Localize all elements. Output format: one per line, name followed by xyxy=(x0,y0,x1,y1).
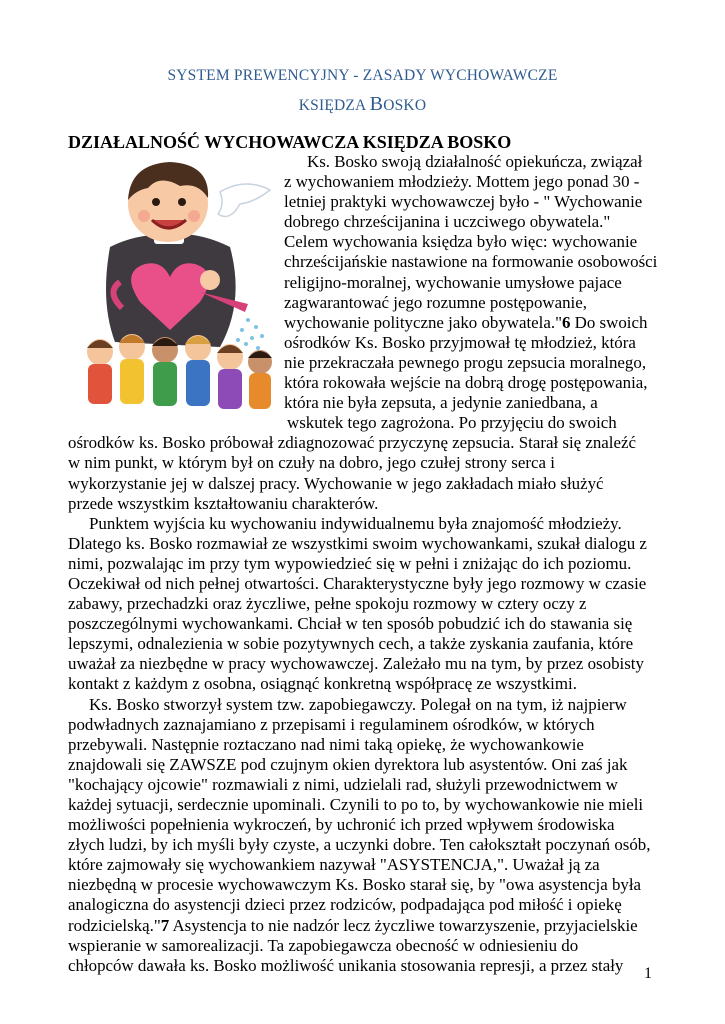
text-line: która nie była zepsuta, a jedynie zaniedbana, a xyxy=(284,393,598,413)
text-line: zabawy, przechadzki oraz życzliwe, pełne spokoju rozmowy w cztery oczy z xyxy=(68,594,587,614)
text-line: chłopców dawała ks. Bosko możliwość unikania stosowania represji, a przez stały xyxy=(68,955,624,975)
title-capital-b: B xyxy=(369,93,384,115)
text-line: która rokowała wejście na dobrą drogę postępowania, xyxy=(284,373,648,393)
text-line: niezbędną w procesie wychowawczym Ks. Bosko starał się, by "owa asystencja była xyxy=(68,875,642,895)
footnote-ref-6: 6 xyxy=(562,312,571,332)
text-segment: Asystencja to nie nadzór lecz życzliwe towarzyszenie, przyjacielskie xyxy=(169,915,638,935)
title-word-ksiedza: KSIĘDZA xyxy=(298,97,370,114)
text-line: lepszymi, odnalezienia w sobie pozytywnych cech, a także zyskania zaufania, które xyxy=(68,634,634,654)
text-line: wspieranie w samorealizacji. Ta zapobiegawcza obecność w odniesieniu do xyxy=(68,935,579,955)
text-segment: rodzicielską." xyxy=(68,915,161,935)
document-title-line-1: SYSTEM PREWENCYJNY - ZASADY WYCHOWAWCZE xyxy=(167,67,558,84)
text-line: w nim punkt, w którym był on czuły na dobro, jego czułej strony serca i xyxy=(68,453,555,473)
document-title-line-2 xyxy=(0,93,725,116)
text-line: zagwarantować jego rozumne postępowanie, xyxy=(284,292,587,312)
text-line xyxy=(68,916,668,936)
text-line: znajdowali się ZAWSZE pod czujnym okien dyrektora lub asystentów. Oni zaś jak xyxy=(68,754,628,774)
text-line: podwładnych zaznajamiano z przepisami i regulaminem ośrodków, w których xyxy=(68,714,595,734)
text-line: nimi, pozwalając im przy tym wypowiedzieć się w pełni i zniżając do ich poziomu. xyxy=(68,553,632,573)
text-line: złych ludzi, by ich myśli były czyste, a uczynki dobre. Ten całokształt poczynań osób, xyxy=(68,835,651,855)
text-line: poszczególnymi wychowankami. Chciał w ten sposób pobudzić ich do stawania się xyxy=(68,614,633,634)
text-line: Ks. Bosko stworzył system tzw. zapobiegawczy. Polegał on na tym, iż najpierw xyxy=(89,694,627,714)
text-line: dobrego chrześcijanina i uczciwego obywatela." xyxy=(284,212,611,232)
text-line: religijno-moralnej, wychowanie umysłowe pajace xyxy=(284,272,622,292)
text-line: możliwości popełnienia wykroczeń, by uchronić ich przed wpływem środowiska xyxy=(68,815,615,835)
document-body xyxy=(68,152,668,976)
text-line: ośrodków ks. Bosko próbował zdiagnozować przyczynę zepsucia. Starał się znaleźć xyxy=(68,433,636,453)
title-word-osko: OSKO xyxy=(383,97,427,114)
text-line: wykorzystanie jej w dalszej pracy. Wychowanie w jego zakładach miało służyć xyxy=(68,473,604,493)
text-line: Dlatego ks. Bosko rozmawiał ze wszystkimi swoim wychowankami, szukał dialogu z xyxy=(68,533,647,553)
text-line: z wychowaniem młodzieży. Mottem jego ponad 30 - xyxy=(284,172,640,192)
page-number: 1 xyxy=(644,965,652,982)
text-line: "kochający ojcowie" rozmawiali z nimi, udzielali rad, służyli przewodnictwem w xyxy=(68,774,618,794)
text-line: które zajmowały się wychowankiem nazywał "ASYSTENCJA,". Uważał ją za xyxy=(68,855,600,875)
section-heading: DZIAŁALNOŚĆ WYCHOWAWCZA KSIĘDZA BOSKO xyxy=(68,132,512,152)
text-line: nie przekraczała pewnego progu zepsucia moralnego, xyxy=(284,352,647,372)
text-segment: Do swoich xyxy=(570,312,648,332)
text-line: Oczekiwał od nich pełnej otwartości. Charakterystyczne były jego rozmowy w czasie xyxy=(68,573,647,593)
footnote-ref-7: 7 xyxy=(160,915,170,935)
text-line: chrześcijańskie nastawione na formowanie osobowości xyxy=(284,252,658,272)
text-line: letniej praktyki wychowawczej było - " Wychowanie xyxy=(284,192,643,212)
text-line: Punktem wyjścia ku wychowaniu indywidualnemu była znajomość młodzieży. xyxy=(89,513,622,533)
text-line: analogiczna do asystencji dzieci przez rodziców, podpadająca pod miłość i opiekę xyxy=(68,895,622,915)
text-line: uważał za niezbędne w pracy wychowawczej. Zależało mu na tym, by przez osobisty xyxy=(68,654,644,674)
text-line: ośrodków Ks. Bosko przyjmował tę młodzież, która xyxy=(284,332,636,352)
text-line: przede wszystkim kształtowaniu charakterów. xyxy=(68,493,379,513)
text-segment: wychowanie polityczne jako obywatela." xyxy=(284,312,562,332)
text-line xyxy=(68,313,668,333)
text-line: wskutek tego zagrożona. Po przyjęciu do swoich xyxy=(287,413,617,433)
text-line: Celem wychowania księdza było więc: wychowanie xyxy=(284,232,638,252)
text-line: kontakt z każdym z osobna, osiągnąć konkretną współpracę ze wszystkimi. xyxy=(68,674,577,694)
text-line: przebywali. Następnie roztaczano nad nimi taką opiekę, że wychowankowie xyxy=(68,734,584,754)
text-line: każdej sytuacji, serdecznie upominali. Czynili to po to, by wychowankowie nie mieli xyxy=(68,795,644,814)
text-line: Ks. Bosko swoją działalność opiekuńcza, związał xyxy=(307,152,643,171)
